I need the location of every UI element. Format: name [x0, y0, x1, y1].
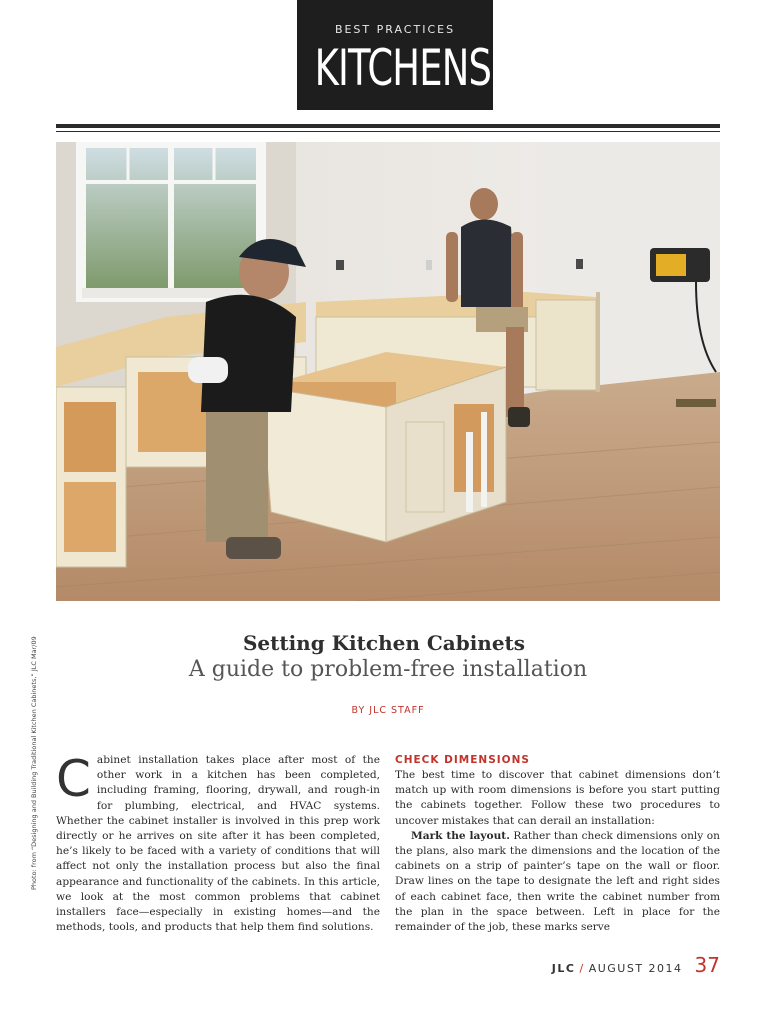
drop-cap: C — [56, 750, 91, 808]
footer-separator: / — [579, 962, 585, 975]
lead-photo — [56, 142, 720, 601]
run-in-heading: Mark the layout. — [411, 829, 510, 842]
article-title: Setting Kitchen Cabinets — [242, 631, 526, 655]
page-number: 37 — [694, 953, 720, 977]
photo-credit: Photo: from “Designing and Building Traditional Kitchen Cabinets,” JLC Mar/09 — [30, 636, 38, 890]
article-subtitle: A guide to problem-free installation — [188, 657, 588, 682]
run-in-paragraph — [395, 829, 720, 935]
section-masthead — [297, 0, 493, 110]
header-rule-thin — [56, 131, 720, 132]
article-byline: BY JLC STAFF — [351, 705, 425, 716]
section-heading: CHECK DIMENSIONS — [395, 754, 530, 766]
masthead-section-title: KITCHENS — [314, 39, 492, 97]
body-column-left — [56, 750, 380, 935]
footer-issue: AUGUST 2014 — [588, 962, 683, 975]
header-rule-thick — [56, 124, 720, 128]
masthead-kicker: BEST PRACTICES — [334, 23, 456, 36]
body-column-right — [395, 753, 720, 935]
page-footer — [552, 953, 720, 977]
footer-publication: JLC — [551, 962, 576, 975]
section-paragraph: The best time to discover that cabinet dimensions don’t match up with room dimensions is before you start putting the cabinets together. Follow these two procedures to uncover mistakes that can derail an installation: — [395, 769, 720, 827]
run-in-text: Rather than check dimensions only on the plans, also mark the dimensions and the location of the cabinets on a strip of painter’s tape on the wall or floor. Draw lines on the tape to designate the left and right sides of each cabinet face, then write the cabinet number from the plan in the space between. Left in place for the remainder of the job, these marks serve — [395, 829, 720, 934]
lead-photo-illustration — [56, 142, 720, 601]
intro-paragraph: abinet installation takes place after most of the other work in a kitchen has been completed, including framing, flooring, drywall, and rough-in for plumbing, electrical, and HVAC systems. Whether the cabinet installer is involved in this prep work directly or he arrives on site after it has been completed, he’s likely to be faced with a variety of conditions that will affect not only the installation process but also the final appearance and functionality of the cabinets. In this article, we look at the most common problems that cabinet installers face—especially in existing homes—and the methods, tools, and products that help them find solutions. — [56, 754, 380, 934]
